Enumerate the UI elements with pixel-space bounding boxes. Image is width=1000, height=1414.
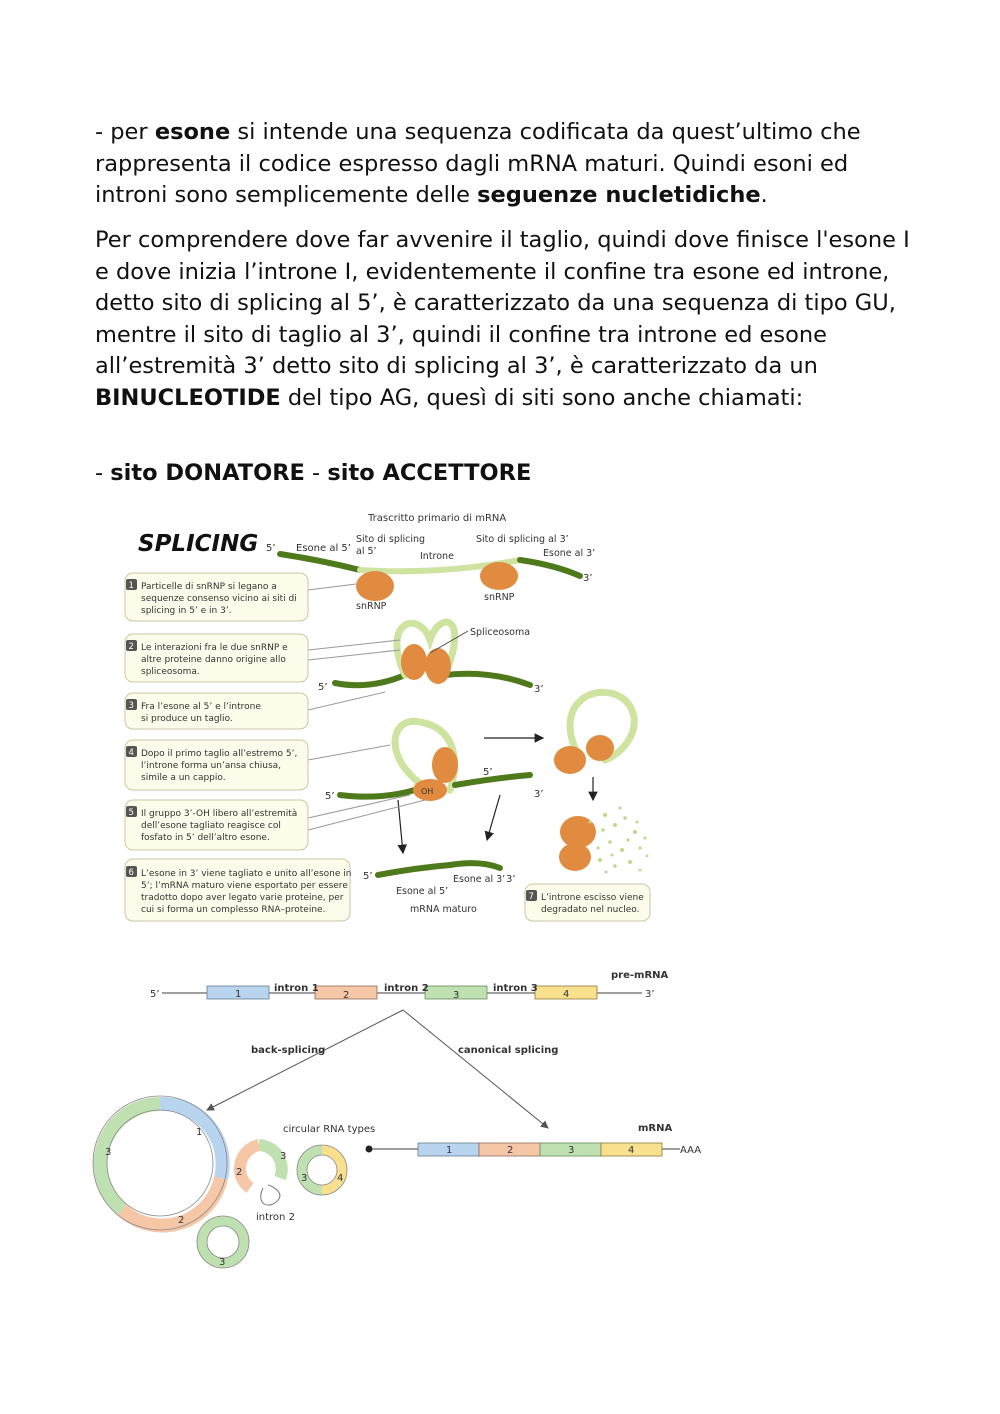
svg-text:3: 3 <box>301 1173 308 1184</box>
svg-text:5’: 5’ <box>363 871 373 882</box>
svg-text:1: 1 <box>446 1145 453 1156</box>
circrna-exon-intron <box>236 1145 295 1223</box>
svg-text:sequenze consenso vicino ai si: sequenze consenso vicino ai siti di <box>141 594 297 604</box>
svg-text:6: 6 <box>128 868 134 878</box>
svg-text:L’introne escisso viene: L’introne escisso viene <box>541 893 644 903</box>
svg-text:si produce un taglio.: si produce un taglio. <box>141 714 233 724</box>
mature-mrna-label: mRNA maturo <box>410 904 477 915</box>
svg-text:Particelle di snRNP si legano: Particelle di snRNP si legano a <box>141 582 277 592</box>
circular-types-label: circular RNA types <box>283 1124 376 1135</box>
spliceosome-label: Spliceosoma <box>470 627 531 638</box>
term-esone: esone <box>154 119 231 145</box>
circrna-exon-3-4 <box>297 1145 347 1195</box>
term-sequenze: seguenze nucletidiche <box>477 182 761 208</box>
svg-text:simile a un cappio.: simile a un cappio. <box>141 773 226 783</box>
spliceosome-b <box>425 648 451 684</box>
splicing-title: SPLICING <box>138 531 259 557</box>
svg-text:Dopo il primo taglio all’estre: Dopo il primo taglio all’estremo 5’, <box>141 749 298 759</box>
svg-text:5’: 5’ <box>483 767 493 778</box>
svg-text:3: 3 <box>568 1145 575 1156</box>
svg-text:5’: 5’ <box>266 543 276 554</box>
svg-text:splicing in 5’ e in 3’.: splicing in 5’ e in 3’. <box>141 606 232 616</box>
svg-text:Esone al 5’: Esone al 5’ <box>296 543 351 554</box>
svg-text:3’: 3’ <box>506 874 516 885</box>
step-box-2 <box>125 634 400 682</box>
paragraph-exon-definition: - per esone si intende una sequenza codificata da quest’ultimo che rappresenta il codice espresso dagli mRNA maturi. Quindi esoni ed introni sono semplicemente delle seguenze nucletidiche. <box>95 119 861 208</box>
mature-mrna-linear <box>366 1123 702 1156</box>
svg-text:fosfato in 5’ dell’altro esone: fosfato in 5’ dell’altro esone. <box>141 833 270 843</box>
svg-text:2: 2 <box>236 1167 243 1178</box>
svg-text:Esone al 5’: Esone al 5’ <box>396 886 449 897</box>
paragraph-site-names: - sito DONATORE - sito ACCETTORE <box>95 460 532 486</box>
step-box-7 <box>525 884 650 921</box>
svg-text:5’; l’mRNA maturo viene esport: 5’; l’mRNA maturo viene esportato per essere <box>141 881 348 891</box>
svg-text:4: 4 <box>337 1173 344 1184</box>
circrna-exon-3 <box>197 1216 249 1268</box>
polya-label: AAA <box>680 1145 702 1156</box>
degraded-fragments <box>589 807 649 874</box>
svg-text:3: 3 <box>105 1147 112 1158</box>
paragraph-splice-sites: Per comprendere dove far avvenire il taglio, quindi dove finisce l'esone I e dove inizia l’introne I, evidentemente il confine tra esone ed introne, detto sito di splicing al 5’, è caratterizzato da una sequenza di tipo GU, mentre il sito di taglio al 3’, quindi il confine tra introne ed esone all’estremità 3’ detto sito di splicing al 3’, è caratterizzato da un BINUCLEOTIDE del tipo AG, quesì di siti sono anche chiamati: <box>95 227 910 411</box>
back-splicing-label: back-splicing <box>251 1045 326 1056</box>
svg-text:5’: 5’ <box>150 989 160 1000</box>
svg-text:Esone al 3’: Esone al 3’ <box>453 874 506 885</box>
svg-text:3’: 3’ <box>534 789 544 800</box>
svg-text:intron 3: intron 3 <box>493 983 538 994</box>
splicing-figure <box>125 513 650 921</box>
svg-text:1: 1 <box>128 581 134 591</box>
svg-text:7: 7 <box>528 892 534 902</box>
svg-text:5: 5 <box>128 808 134 818</box>
svg-text:4: 4 <box>563 989 570 1000</box>
svg-text:spliceosoma.: spliceosoma. <box>141 667 200 677</box>
mrna-label: mRNA <box>638 1123 673 1134</box>
svg-text:cui si forma un complesso RNA–: cui si forma un complesso RNA–proteine. <box>141 905 326 915</box>
back-splicing-arrow <box>207 1010 403 1110</box>
svg-text:intron 2: intron 2 <box>384 983 429 994</box>
exon5-strand <box>280 554 360 570</box>
svg-text:3’: 3’ <box>534 684 544 695</box>
svg-text:3: 3 <box>453 990 460 1001</box>
pre-mrna-label: pre-mRNA <box>611 970 669 981</box>
svg-text:1: 1 <box>196 1127 203 1138</box>
exon3-strand <box>520 560 580 576</box>
svg-text:Introne: Introne <box>420 551 454 562</box>
svg-text:Le interazioni fra le due snRN: Le interazioni fra le due snRNP e <box>141 643 288 653</box>
oh-label: OH <box>421 787 434 796</box>
svg-text:3: 3 <box>219 1257 226 1268</box>
svg-text:3’: 3’ <box>645 989 655 1000</box>
cap-dot <box>366 1146 373 1153</box>
svg-text:Sito di splicing al 3’: Sito di splicing al 3’ <box>476 534 569 545</box>
svg-text:l’introne forma un’ansa chiusa: l’introne forma un’ansa chiusa, <box>141 761 282 771</box>
circrna-figure <box>93 970 701 1268</box>
mature-mrna-exon3 <box>450 863 500 868</box>
svg-text:snRNP: snRNP <box>356 601 387 612</box>
svg-text:Esone al 3’: Esone al 3’ <box>543 548 596 559</box>
canonical-splicing-arrow <box>403 1010 548 1128</box>
svg-text:degradato nel nucleo.: degradato nel nucleo. <box>541 905 640 915</box>
step-box-4 <box>125 740 390 790</box>
spliceosome-a <box>401 644 427 680</box>
step-box-1 <box>125 573 356 621</box>
canonical-splicing-label: canonical splicing <box>458 1045 559 1056</box>
svg-text:3’: 3’ <box>583 573 593 584</box>
svg-text:2: 2 <box>507 1145 514 1156</box>
svg-text:snRNP: snRNP <box>484 592 515 603</box>
svg-text:3: 3 <box>128 701 134 711</box>
svg-text:intron 1: intron 1 <box>274 983 319 994</box>
svg-text:Sito di splicing: Sito di splicing <box>356 534 426 545</box>
svg-text:5’: 5’ <box>318 682 328 693</box>
svg-text:2: 2 <box>343 990 350 1001</box>
intron-2-label: intron 2 <box>256 1212 295 1223</box>
svg-text:2: 2 <box>128 642 134 652</box>
step-box-6 <box>125 859 351 921</box>
svg-text:3: 3 <box>280 1151 287 1162</box>
svg-text:tradotto dopo aver legato vari: tradotto dopo aver legato varie proteine, per <box>141 893 344 903</box>
svg-text:4: 4 <box>128 748 134 758</box>
svg-text:al 5’: al 5’ <box>356 546 377 557</box>
svg-text:altre proteine danno origine a: altre proteine danno origine allo <box>141 655 286 665</box>
svg-text:Fra l’esone al 5’ e l’introne: Fra l’esone al 5’ e l’introne <box>141 702 261 712</box>
term-sito-accettore: sito ACCETTORE <box>327 460 532 486</box>
svg-text:1: 1 <box>235 989 242 1000</box>
svg-text:Il gruppo 3’-OH libero all’est: Il gruppo 3’-OH libero all’estremità <box>141 809 298 819</box>
svg-text:dell’esone tagliato reagisce c: dell’esone tagliato reagisce col <box>141 821 281 831</box>
snrnp-5 <box>356 571 394 601</box>
svg-text:L’esone in 3’ viene tagliato e: L’esone in 3’ viene tagliato e unito all’esone in <box>141 869 352 879</box>
snrnp-3 <box>480 562 518 590</box>
mature-mrna-exon5 <box>378 865 450 875</box>
step-box-3 <box>125 692 385 729</box>
circrna-large <box>93 1096 227 1230</box>
primary-transcript-title: Trascritto primario di mRNA <box>368 513 507 524</box>
svg-text:5’: 5’ <box>325 791 335 802</box>
term-sito-donatore: sito DONATORE <box>110 460 305 486</box>
svg-text:2: 2 <box>178 1215 185 1226</box>
svg-text:4: 4 <box>628 1145 635 1156</box>
step-box-5 <box>125 795 425 850</box>
term-binucleotide: BINUCLEOTIDE <box>95 384 281 411</box>
